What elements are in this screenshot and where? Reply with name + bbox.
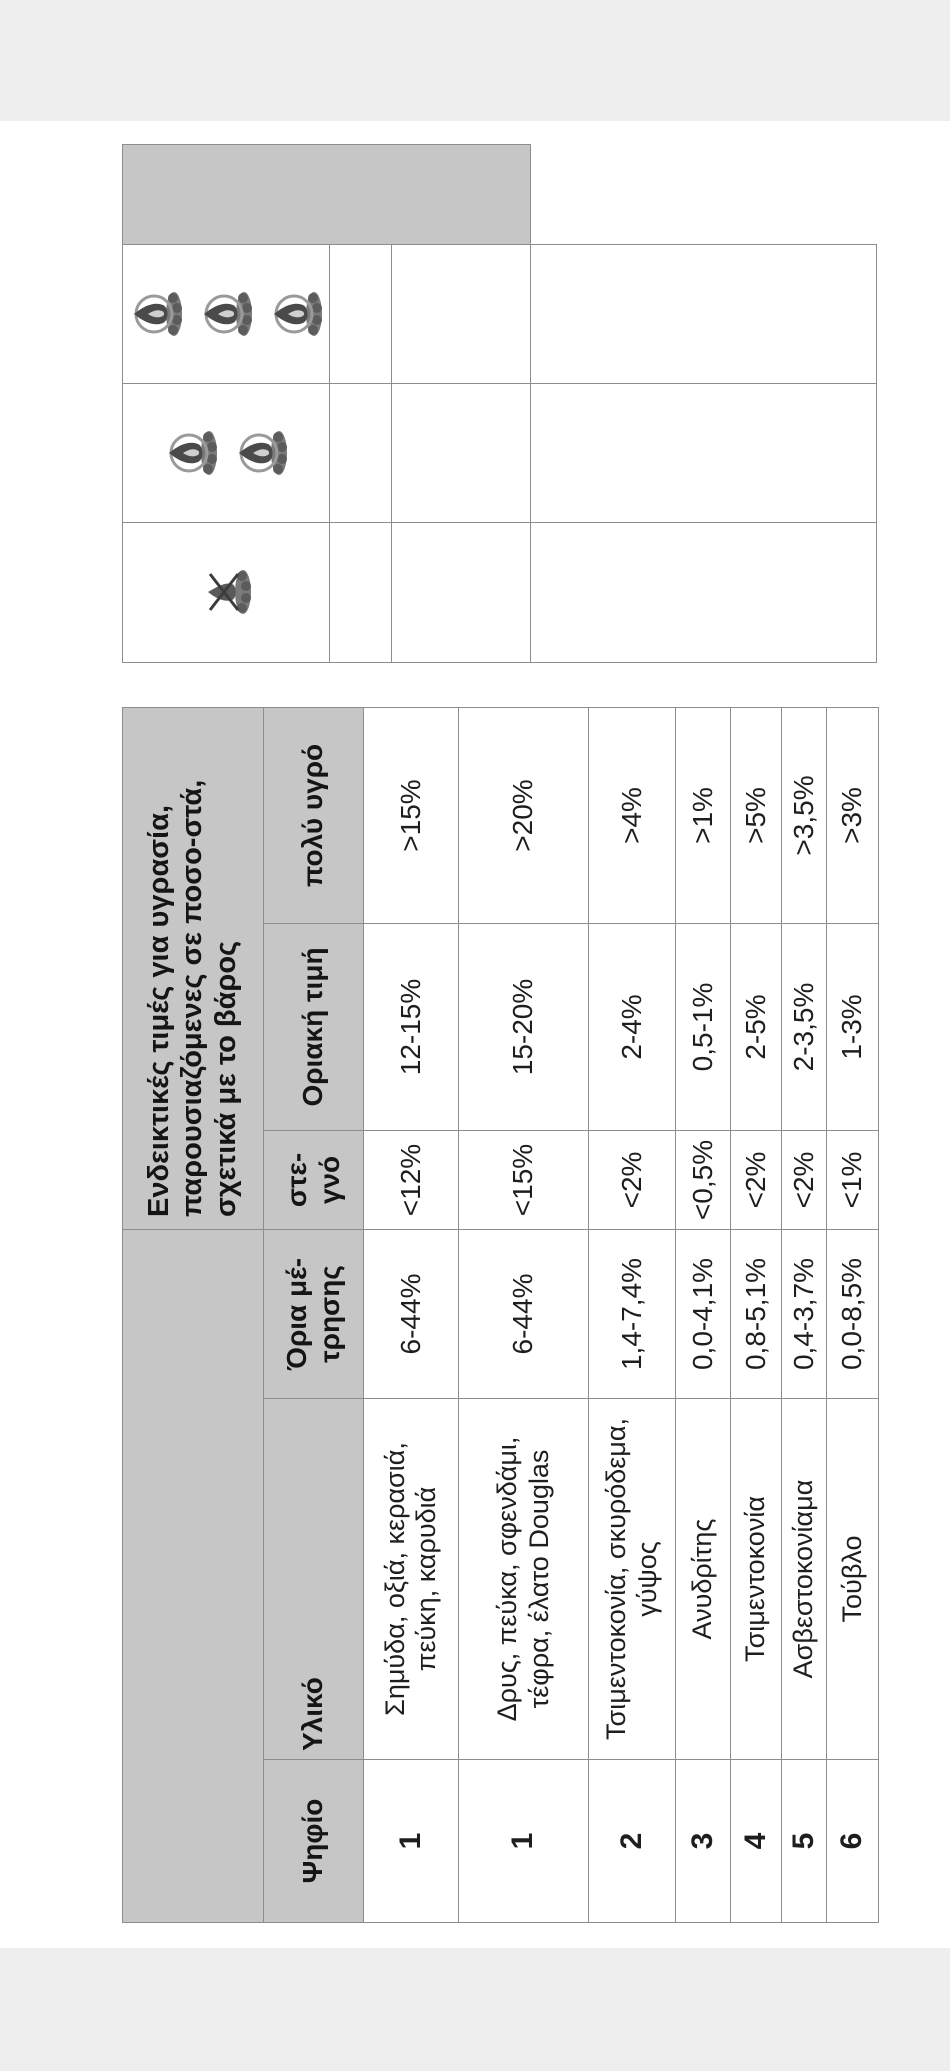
range-cell: 6-44% — [459, 1229, 589, 1398]
dry-header: στε-γνό — [264, 1130, 364, 1229]
legend-icons — [126, 245, 326, 383]
moisture-group-header: Ενδεικτικές τιμές για υγρασία, παρουσιαζόμενες σε ποσο-στά, σχετικά με το βάρος — [123, 707, 264, 1229]
table-row — [827, 707, 879, 1922]
legend-empty-cell — [330, 384, 392, 523]
range-cell: 6-44% — [364, 1229, 459, 1398]
legend-icon-cell-wet — [123, 245, 330, 384]
material-cell: Σημύδα, οξιά, κερασιά, πεύκη, καρυδιά — [364, 1399, 459, 1760]
limit-header: Οριακή τιμή — [264, 923, 364, 1130]
digit-header: Ψηφίο — [264, 1760, 364, 1923]
legend-empty-cell — [330, 245, 392, 384]
legend-icon-cell-dry — [123, 523, 330, 663]
dry-cell: <15% — [459, 1130, 589, 1229]
material-cell: Τσιμεντοκονία — [731, 1399, 782, 1760]
dry-cell: <2% — [731, 1130, 782, 1229]
wet-cell: >15% — [364, 707, 459, 923]
table-row — [459, 707, 589, 1922]
digit-cell: 6 — [827, 1760, 879, 1923]
digit-cell: 2 — [589, 1760, 676, 1923]
legend-empty-cell — [330, 523, 392, 663]
limit-cell: 2-5% — [731, 923, 782, 1130]
digit-cell: 3 — [676, 1760, 731, 1923]
limit-cell: 0,5-1% — [676, 923, 731, 1130]
material-cell: Ασβεστοκονίαμα — [782, 1399, 827, 1760]
table-row — [589, 707, 676, 1922]
digit-cell: 1 — [459, 1760, 589, 1923]
legend-empty-cell — [392, 245, 530, 384]
legend-icon-cell-limit — [123, 384, 330, 523]
moisture-table — [122, 707, 879, 1923]
digit-cell: 1 — [364, 1760, 459, 1923]
range-cell: 1,4-7,4% — [589, 1229, 676, 1398]
digit-cell: 5 — [782, 1760, 827, 1923]
legend-icons — [196, 523, 256, 662]
range-cell: 0,4-3,7% — [782, 1229, 827, 1398]
wet-cell: >5% — [731, 707, 782, 923]
limit-cell: 12-15% — [364, 923, 459, 1130]
digit-cell: 4 — [731, 1760, 782, 1923]
legend-empty-cell — [392, 384, 530, 523]
range-header: Όρια μέ-τρησης — [264, 1229, 364, 1398]
table-row — [364, 707, 459, 1922]
icon-legend-table — [122, 144, 877, 663]
legend-header-cell — [123, 145, 531, 245]
dry-cell: <2% — [589, 1130, 676, 1229]
legend-empty-cell — [530, 384, 876, 523]
dry-cell: <0,5% — [676, 1130, 731, 1229]
crossed-fire-icon — [196, 565, 256, 621]
fire-icon — [266, 286, 326, 342]
table-row — [676, 707, 731, 1922]
material-cell: Τσιμεντοκονία, σκυρόδεμα, γύψος — [589, 1399, 676, 1760]
table-row — [782, 707, 827, 1922]
limit-cell: 2-4% — [589, 923, 676, 1130]
legend-icons — [161, 384, 291, 522]
wet-cell: >4% — [589, 707, 676, 923]
wet-cell: >3% — [827, 707, 879, 923]
dry-cell: <2% — [782, 1130, 827, 1229]
dry-cell: <12% — [364, 1130, 459, 1229]
legend-empty-cell — [392, 523, 530, 663]
fire-icon — [161, 425, 221, 481]
wet-cell: >1% — [676, 707, 731, 923]
legend-empty-cell — [530, 245, 876, 384]
material-header: Υλικό — [264, 1399, 364, 1760]
fire-icon — [126, 286, 186, 342]
material-cell: Ανυδρίτης — [676, 1399, 731, 1760]
material-cell: Δρυς, πεύκα, σφενδάμι, τέφρα, έλατο Douglas — [459, 1399, 589, 1760]
range-cell: 0,0-4,1% — [676, 1229, 731, 1398]
range-cell: 0,8-5,1% — [731, 1229, 782, 1398]
range-cell: 0,0-8,5% — [827, 1229, 879, 1398]
table-row — [731, 707, 782, 1922]
wet-cell: >20% — [459, 707, 589, 923]
fire-icon — [196, 286, 256, 342]
dry-cell: <1% — [827, 1130, 879, 1229]
limit-cell: 15-20% — [459, 923, 589, 1130]
limit-cell: 2-3,5% — [782, 923, 827, 1130]
legend-empty-cell — [530, 523, 876, 663]
wet-cell: >3,5% — [782, 707, 827, 923]
limit-cell: 1-3% — [827, 923, 879, 1130]
material-cell: Τούβλο — [827, 1399, 879, 1760]
header-blank — [123, 1229, 264, 1922]
wet-header: πολύ υγρό — [264, 707, 364, 923]
fire-icon — [231, 425, 291, 481]
